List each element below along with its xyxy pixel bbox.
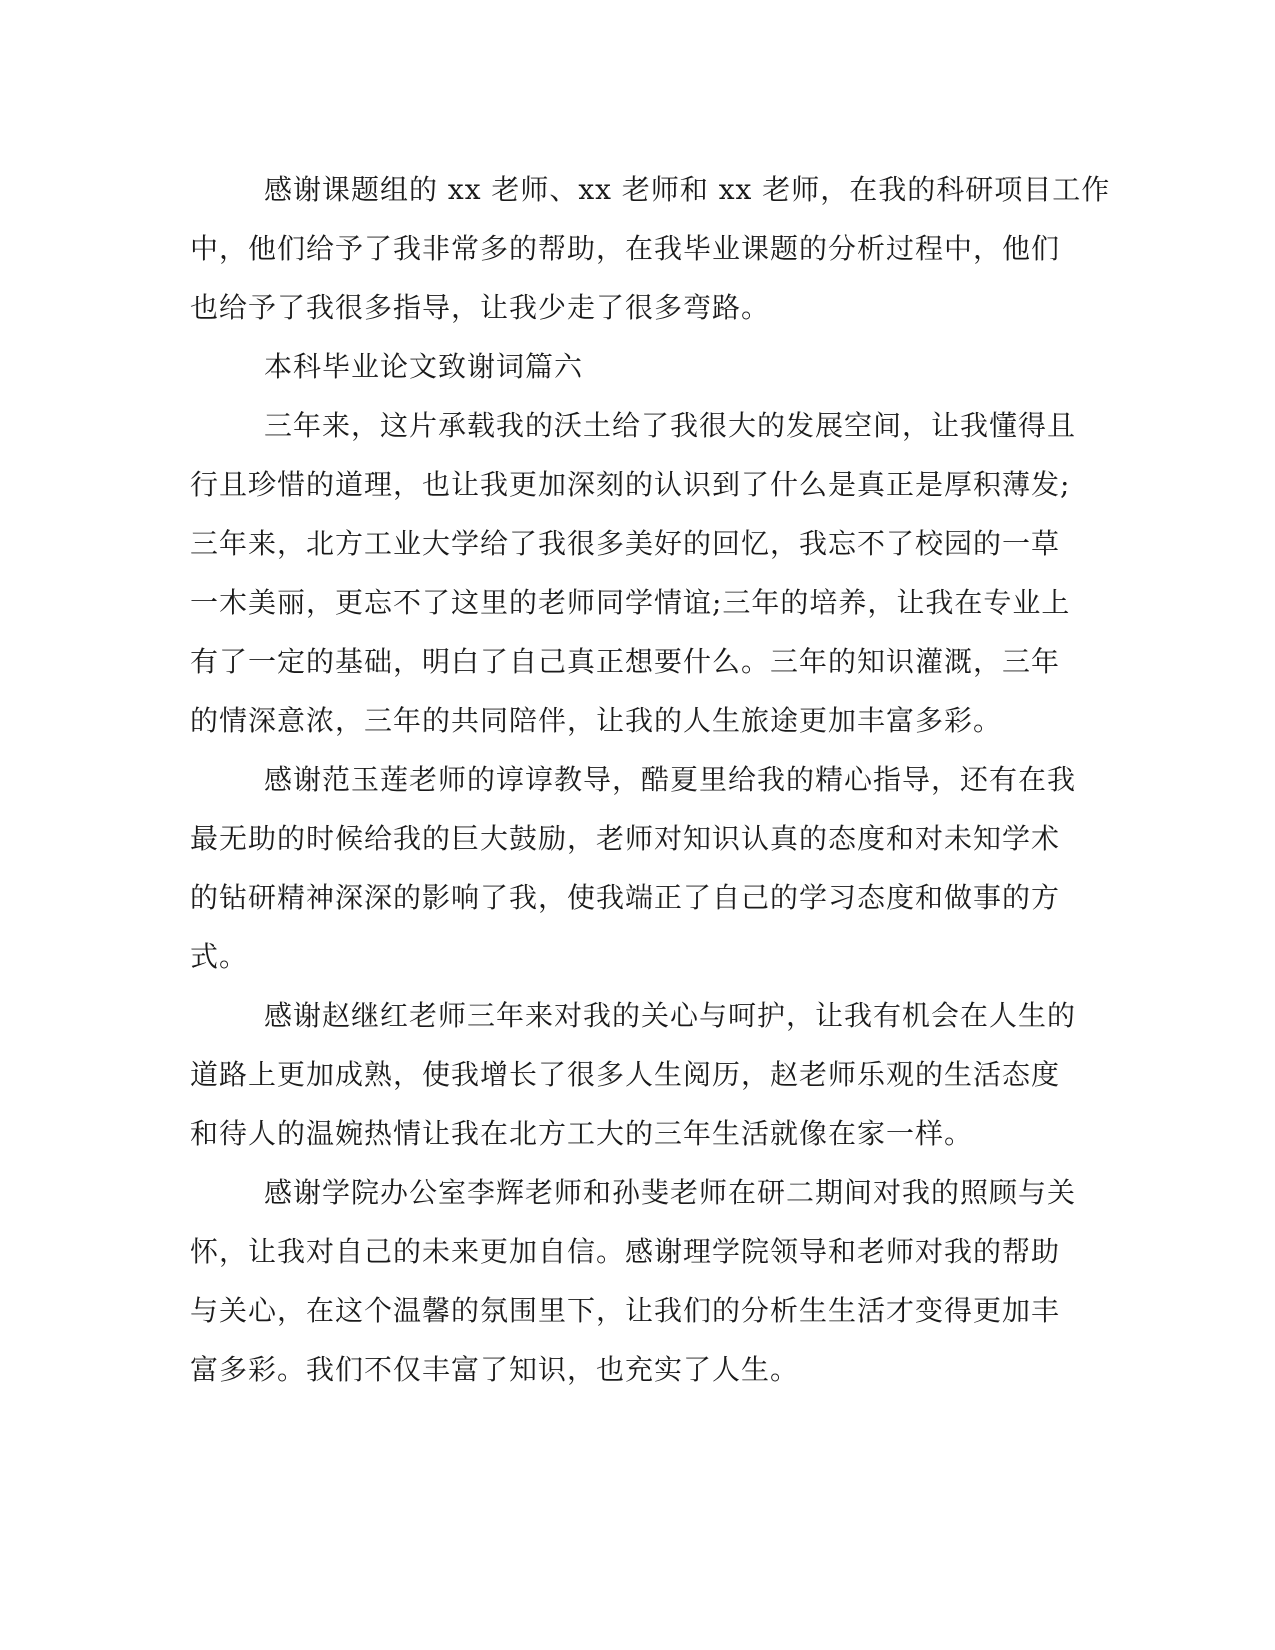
paragraph-line: 一木美丽，更忘不了这里的老师同学情谊;三年的培养，让我在专业上: [190, 586, 1071, 619]
paragraph-line: 的情深意浓，三年的共同陪伴，让我的人生旅途更加丰富多彩。: [190, 704, 1003, 737]
paragraph-line: 与关心，在这个温馨的氛围里下，让我们的分析生生活才变得更加丰: [190, 1294, 1061, 1327]
paragraph-line: 最无助的时候给我的巨大鼓励，老师对知识认真的态度和对未知学术: [190, 822, 1061, 855]
paragraph-line: 感谢范玉莲老师的谆谆教导，酷夏里给我的精心指导，还有在我: [264, 763, 1077, 796]
paragraph-line: 行且珍惜的道理，也让我更加深刻的认识到了什么是真正是厚积薄发;: [190, 468, 1071, 501]
section-heading: 本科毕业论文致谢词篇六: [264, 350, 584, 383]
paragraph-line: 富多彩。我们不仅丰富了知识，也充实了人生。: [190, 1353, 800, 1386]
paragraph-line: 感谢学院办公室李辉老师和孙斐老师在研二期间对我的照顾与关: [264, 1176, 1077, 1209]
paragraph-line: 感谢赵继红老师三年来对我的关心与呵护，让我有机会在人生的: [264, 999, 1077, 1032]
paragraph-line: 的钻研精神深深的影响了我，使我端正了自己的学习态度和做事的方: [190, 881, 1061, 914]
paragraph-line: 中，他们给予了我非常多的帮助，在我毕业课题的分析过程中，他们: [190, 232, 1061, 265]
paragraph-line: 式。: [190, 940, 249, 973]
paragraph-line: 三年来，这片承载我的沃土给了我很大的发展空间，让我懂得且: [264, 409, 1077, 442]
paragraph-line: 三年来，北方工业大学给了我很多美好的回忆，我忘不了校园的一草: [190, 527, 1061, 560]
paragraph-line: 有了一定的基础，明白了自己真正想要什么。三年的知识灌溉，三年: [190, 645, 1061, 678]
paragraph-line: 感谢课题组的 xx 老师、xx 老师和 xx 老师，在我的科研项目工作: [264, 173, 1111, 206]
paragraph-line: 和待人的温婉热情让我在北方工大的三年生活就像在家一样。: [190, 1117, 974, 1150]
document-body: [190, 160, 1111, 1399]
paragraph-line: 也给予了我很多指导，让我少走了很多弯路。: [190, 291, 771, 324]
paragraph-line: 道路上更加成熟，使我增长了很多人生阅历，赵老师乐观的生活态度: [190, 1058, 1061, 1091]
paragraph-line: 怀，让我对自己的未来更加自信。感谢理学院领导和老师对我的帮助: [190, 1235, 1061, 1268]
